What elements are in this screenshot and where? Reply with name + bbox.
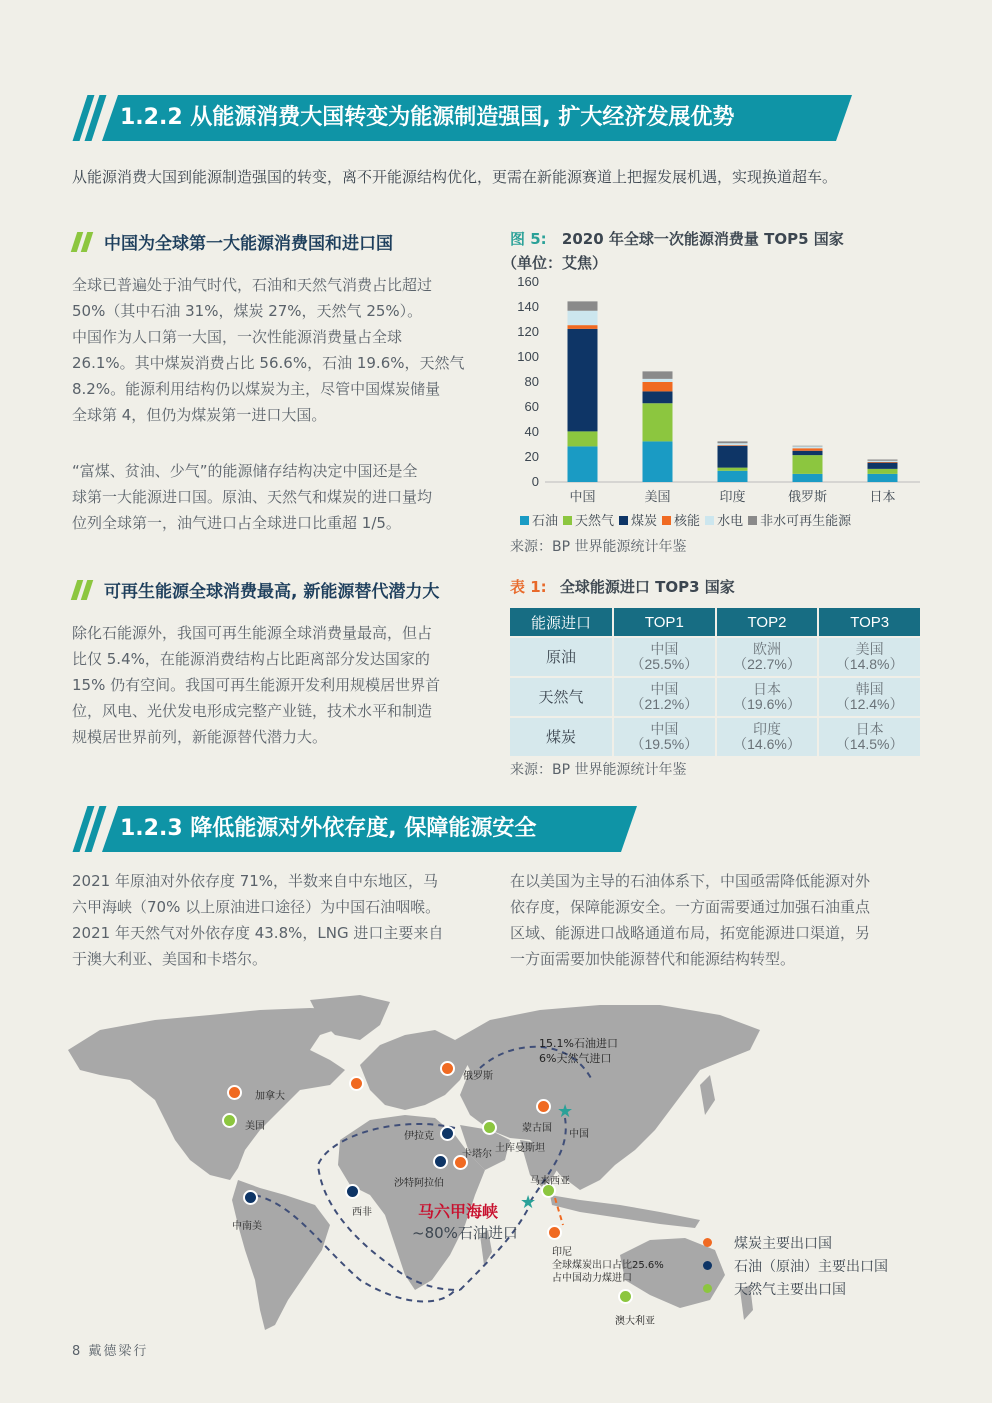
y-tick-label: 140	[517, 299, 539, 314]
coal-marker-mongolia	[536, 1099, 551, 1114]
bar-segment	[868, 460, 898, 461]
figure5-unit: （单位：艾焦）	[502, 254, 608, 272]
label-qatar: 卡塔尔	[462, 1149, 492, 1160]
sec2-left-paragraph	[72, 868, 443, 972]
table-cell	[716, 677, 819, 717]
legend-label: 天然气	[575, 514, 615, 529]
text-line: 除化石能源外，我国可再生能源全球消费量最高，但占	[72, 624, 433, 642]
bar-segment	[868, 462, 898, 463]
text-line: 于澳大利亚、美国和卡塔尔。	[72, 950, 268, 968]
figure-label: 图 5:	[510, 230, 547, 248]
text-line: 全球已普遍处于油气时代，石油和天然气消费占比超过	[72, 276, 433, 294]
label-canada: 加拿大	[255, 1091, 285, 1102]
russia-note-1: 15.1%石油进口	[539, 1037, 618, 1050]
table-header-cell: TOP1	[613, 607, 716, 637]
label-turkmenistan: 土库曼斯坦	[495, 1143, 545, 1154]
y-tick-label: 120	[517, 324, 539, 339]
gas-marker-australia	[618, 1289, 633, 1304]
label-mongolia: 蒙古国	[522, 1123, 552, 1134]
bar-segment	[568, 311, 598, 325]
oil-marker-iraq	[440, 1126, 455, 1141]
table-row	[509, 677, 921, 717]
table1-title	[510, 576, 735, 597]
section-title: 1.2.3 降低能源对外依存度, 保障能源安全	[120, 816, 537, 841]
cell-country: 韩国	[855, 681, 884, 697]
y-tick-label: 40	[524, 424, 539, 439]
legend-swatch	[520, 516, 529, 525]
text-line: 六甲海峡（70% 以上原油进口途径）为中国石油咽喉。	[72, 898, 441, 916]
bar-segment	[718, 468, 748, 471]
bar-segment	[718, 441, 748, 443]
label-australia: 澳大利亚	[615, 1316, 655, 1327]
label-iraq: 伊拉克	[404, 1131, 434, 1142]
map-legend	[703, 1233, 888, 1302]
malacca-label: 马六甲海峡	[418, 1202, 499, 1221]
legend-swatch	[563, 516, 572, 525]
gas-marker-turkmenistan	[482, 1120, 497, 1135]
figure5-source: 来源：BP 世界能源统计年鉴	[510, 539, 687, 555]
label-saudi: 沙特阿拉伯	[394, 1178, 444, 1189]
subheading-text: 可再生能源全球消费最高, 新能源替代潜力大	[104, 582, 440, 602]
cell-share: （14.5%）	[835, 736, 904, 752]
text-line: 比仅 5.4%，在能源消费结构占比距离部分发达国家的	[72, 650, 430, 668]
malacca-note: ~80%石油进口	[412, 1224, 518, 1242]
oil-marker-west-africa	[345, 1184, 360, 1199]
label-latam: 中南美	[232, 1221, 262, 1232]
cell-share: （14.6%）	[733, 736, 801, 752]
text-line: 26.1%。其中煤炭消费占比 56.6%，石油 19.6%，天然气	[72, 354, 465, 372]
landmass-group	[68, 995, 760, 1330]
russia-note-2: 6%天然气进口	[539, 1052, 612, 1065]
table-row	[509, 717, 921, 757]
text-line: 8.2%。能源利用结构仍以煤炭为主，尽管中国煤炭储量	[72, 380, 441, 398]
cell-country: 中国	[650, 641, 679, 657]
gas-marker-usa	[222, 1113, 237, 1128]
label-russia: 俄罗斯	[463, 1071, 493, 1082]
bar-segment	[643, 403, 673, 441]
y-tick-label: 0	[531, 474, 539, 489]
bar-segment	[793, 446, 823, 448]
table-cell	[818, 717, 921, 757]
bar-segment	[793, 446, 823, 447]
cell-country: 中国	[650, 681, 679, 697]
bar-segment	[568, 325, 598, 329]
table-header-cell: TOP2	[716, 607, 819, 637]
table-cell	[716, 637, 819, 677]
sub2-paragraph	[72, 620, 440, 750]
text-line: 中国作为人口第一大国，一次性能源消费量占全球	[72, 328, 403, 346]
energy-consumption-chart	[500, 270, 930, 510]
cell-share: （21.2%）	[630, 696, 699, 712]
label-indonesia: 印尼	[552, 1247, 572, 1258]
label-usa: 美国	[245, 1121, 265, 1132]
indonesia-shape	[550, 1195, 700, 1228]
indonesia-note-2: 占中国动力煤进口	[552, 1273, 632, 1284]
japan-shape	[700, 1075, 715, 1115]
bar-segment	[643, 379, 673, 382]
china-star-icon: ★	[557, 1101, 574, 1122]
x-category-label: 印度	[719, 490, 746, 505]
oil-marker-latam	[243, 1190, 258, 1205]
bar-segment	[643, 382, 673, 391]
text-line: 位列全球第一，油气进口占全球进口比重超 1/5。	[72, 514, 401, 532]
subheading-1	[74, 229, 393, 254]
bar-segment	[568, 301, 598, 310]
chart-legend-item	[705, 514, 743, 529]
bar-segment	[868, 461, 898, 462]
row-header: 煤炭	[509, 717, 613, 757]
legend-label: 煤炭主要出口国	[734, 1236, 832, 1252]
chart-legend-item	[748, 514, 851, 529]
legend-dot-oil	[703, 1261, 712, 1270]
heading-mark	[81, 580, 93, 600]
subheading-2	[74, 577, 439, 602]
bar-segment	[868, 474, 898, 482]
table-row	[509, 637, 921, 677]
cell-country: 中国	[650, 721, 679, 737]
cell-country: 日本	[855, 721, 884, 737]
bar-segment	[643, 441, 673, 482]
legend-swatch	[619, 516, 628, 525]
text-line: 球第一大能源进口国。原油、天然气和煤炭的进口量均	[72, 488, 433, 506]
sub1-paragraph-1	[72, 272, 465, 428]
page-footer: 8 戴德梁行	[72, 1344, 149, 1359]
text-line: 15% 仍有空间。我国可再生能源开发利用规模居世界首	[72, 676, 441, 694]
bar-segment	[793, 474, 823, 482]
chart-legend-item	[619, 514, 657, 529]
x-category-label: 美国	[644, 490, 671, 505]
chart-legend-item	[662, 514, 700, 529]
section-title: 1.2.2 从能源消费大国转变为能源制造强国, 扩大经济发展优势	[120, 105, 735, 130]
cell-share: （25.5%）	[630, 656, 699, 672]
bar-segment	[793, 448, 823, 451]
cell-share: （12.4%）	[835, 696, 904, 712]
label-malaysia: 马来西亚	[530, 1176, 570, 1187]
bar-segment	[718, 471, 748, 482]
text-line: 全球第 4，但仍为煤炭第一进口大国。	[72, 406, 327, 424]
bar-segment	[868, 469, 898, 474]
subheading-text: 中国为全球第一大能源消费国和进口国	[104, 234, 393, 254]
indonesia-note-1: 全球煤炭出口占比25.6%	[552, 1260, 664, 1271]
text-line: 2021 年天然气对外依存度 43.8%，LNG 进口主要来自	[72, 924, 444, 942]
x-category-label: 日本	[869, 490, 896, 505]
bar-segment	[643, 371, 673, 379]
x-category-label: 中国	[569, 490, 596, 505]
cell-country: 日本	[752, 681, 781, 697]
cell-share: （19.5%）	[630, 736, 699, 752]
y-tick-label: 20	[524, 449, 539, 464]
section-banner-2	[72, 806, 637, 852]
section-banner-1	[72, 95, 852, 141]
legend-swatch	[662, 516, 671, 525]
text-line: 2021 年原油对外依存度 71%，半数来自中东地区，马	[72, 872, 439, 890]
sub1-paragraph-2	[72, 458, 432, 536]
label-west-africa: 西非	[352, 1207, 372, 1218]
text-line: 区域、能源进口战略通道布局，拓宽能源进口渠道，另	[510, 924, 871, 942]
text-line: 依存度，保障能源安全。一方面需要通过加强石油重点	[510, 898, 871, 916]
cell-share: （14.8%）	[835, 656, 904, 672]
chart-legend	[520, 510, 856, 529]
table-cell	[716, 717, 819, 757]
legend-item-gas	[703, 1279, 888, 1302]
cell-country: 美国	[855, 641, 884, 657]
legend-swatch	[748, 516, 757, 525]
heading-mark	[81, 232, 93, 252]
y-tick-label: 160	[517, 274, 539, 289]
table-header-cell: 能源进口	[509, 607, 613, 637]
sec2-right-paragraph	[510, 868, 870, 972]
cell-share: （19.6%）	[733, 696, 801, 712]
text-line: 规模居世界前列，新能源替代潜力大。	[72, 728, 328, 746]
chart-legend-item	[563, 514, 614, 529]
legend-label: 天然气主要出口国	[734, 1282, 846, 1298]
legend-dot-gas	[703, 1284, 712, 1293]
table-cell	[818, 637, 921, 677]
y-tick-label: 100	[517, 349, 539, 364]
table-cell	[818, 677, 921, 717]
bar-segment	[718, 446, 748, 468]
legend-label: 石油（原油）主要出口国	[734, 1259, 888, 1275]
legend-label: 非水可再生能源	[760, 514, 852, 529]
coal-marker-indonesia	[547, 1225, 562, 1240]
figure5-title	[510, 228, 844, 249]
table-header-row	[509, 607, 921, 637]
chart-legend-item	[520, 514, 558, 529]
oil-marker-saudi	[433, 1154, 448, 1169]
table-label: 表 1:	[510, 578, 547, 596]
table1-source: 来源：BP 世界能源统计年鉴	[510, 762, 687, 778]
text-line: 在以美国为主导的石油体系下，中国亟需降低能源对外	[510, 872, 871, 890]
table-header-cell: TOP3	[818, 607, 921, 637]
north-america-shape	[68, 1008, 360, 1180]
x-category-label: 俄罗斯	[787, 490, 828, 505]
text-line: “富煤、贫油、少气”的能源储存结构决定中国还是全	[72, 462, 418, 480]
coal-marker-canada	[227, 1085, 242, 1100]
table-cell	[613, 677, 716, 717]
text-line: 50%（其中石油 31%，煤炭 27%，天然气 25%）。	[72, 302, 423, 320]
bar-segment	[718, 443, 748, 445]
row-header: 天然气	[509, 677, 613, 717]
legend-item-oil	[703, 1256, 888, 1279]
malacca-star-icon: ★	[520, 1192, 537, 1213]
bar-segment	[793, 455, 823, 474]
bar-segment	[568, 446, 598, 482]
table-cell	[613, 637, 716, 677]
legend-item-coal	[703, 1233, 888, 1256]
row-header: 原油	[509, 637, 613, 677]
bar-segment	[568, 431, 598, 446]
label-china: 中国	[569, 1129, 589, 1140]
figure-title-text: 2020 年全球一次能源消费量 TOP5 国家	[561, 230, 844, 248]
bar-segment	[718, 445, 748, 446]
legend-label: 核能	[674, 514, 701, 529]
table-cell	[613, 717, 716, 757]
bar-segment	[868, 463, 898, 469]
legend-label: 石油	[532, 514, 559, 529]
legend-label: 煤炭	[631, 514, 658, 529]
bar-segment	[568, 329, 598, 432]
y-tick-label: 60	[524, 399, 539, 414]
y-tick-label: 80	[524, 374, 539, 389]
text-line: 位，风电、光伏发电形成完整产业链，技术水平和制造	[72, 702, 433, 720]
legend-dot-coal	[703, 1238, 712, 1247]
cell-country: 欧洲	[752, 641, 781, 657]
table-title-text: 全球能源进口 TOP3 国家	[559, 578, 735, 596]
intro-text: 从能源消费大国到能源制造强国的转变，离不开能源结构优化，更需在新能源赛道上把握发展机遇，实现换道超车。	[72, 168, 838, 186]
text-line: 一方面需要加快能源替代和能源结构转型。	[510, 950, 796, 968]
bar-segment	[793, 451, 823, 455]
energy-import-table	[508, 606, 922, 758]
legend-swatch	[705, 516, 714, 525]
legend-label: 水电	[717, 514, 744, 529]
bar-segment	[643, 391, 673, 403]
cell-share: （22.7%）	[733, 656, 801, 672]
cell-country: 印度	[752, 721, 781, 737]
coal-marker-europe	[349, 1076, 364, 1091]
coal-marker-russia	[440, 1061, 455, 1076]
